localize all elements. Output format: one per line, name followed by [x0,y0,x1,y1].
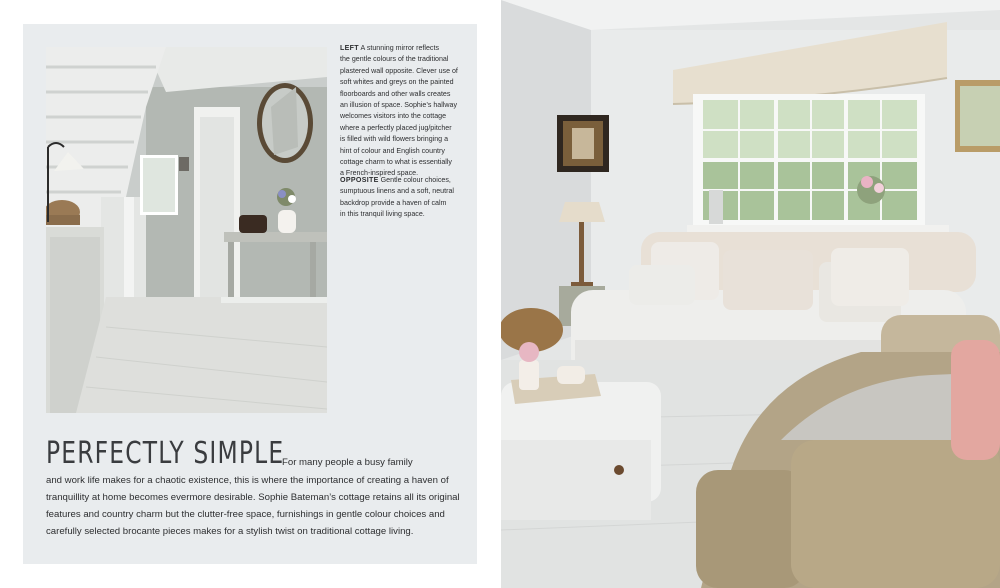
caption-left-line: soft whites and greys on the painted [340,78,454,87]
hallway-photo [46,47,327,413]
caption-left-line: where a perfectly placed jug/pitcher [340,123,452,132]
caption-left-line: welcomes visitors into the cottage [340,112,447,121]
caption-opposite [340,175,460,221]
caption-opposite-line: backdrop provide a haven of calm [340,198,447,207]
intro-text: For many people a busy family [282,457,413,468]
caption-left-line: cottage charm to what is essentially [340,158,452,167]
caption-opposite-line: Gentle colour choices, [380,176,451,184]
body-text-line: carefully selected brocante pieces makes for a stylish twist on traditional cottage living. [46,526,414,537]
caption-left-line: the gentle colours of the traditional [340,55,449,64]
caption-left [340,43,460,180]
body-text-line: and work life makes for a chaotic existence, this is where the importance of creating a haven of [46,475,449,486]
caption-left-label: LEFT [340,44,359,52]
caption-left-line: an illusion of space. Sophie’s hallway [340,101,457,110]
caption-opposite-line: sumptuous linens and a soft, neutral [340,187,454,196]
caption-opposite-line: in this tranquil living space. [340,210,425,219]
body-text-line: features and country charm but the clutter-free space, furnishings in gentle colour choices and [46,509,445,520]
caption-left-line: A stunning mirror reflects [360,44,439,52]
caption-left-line: a French-inspired space. [340,169,419,178]
caption-left-line: plastered wall opposite. Clever use of [340,66,458,75]
section-heading: PERFECTLY SIMPLE [46,436,285,471]
body-text-line: tranquillity at home becomes evermore desirable. Sophie Bateman’s cottage retains all its original [46,492,460,503]
caption-left-line: floorboards and other walls creates [340,89,451,98]
caption-left-line: is filled with wild flowers bringing a [340,135,449,144]
living-room-photo [501,0,1000,588]
caption-opposite-label: OPPOSITE [340,176,379,184]
caption-left-line: hint of colour and English country [340,146,445,155]
